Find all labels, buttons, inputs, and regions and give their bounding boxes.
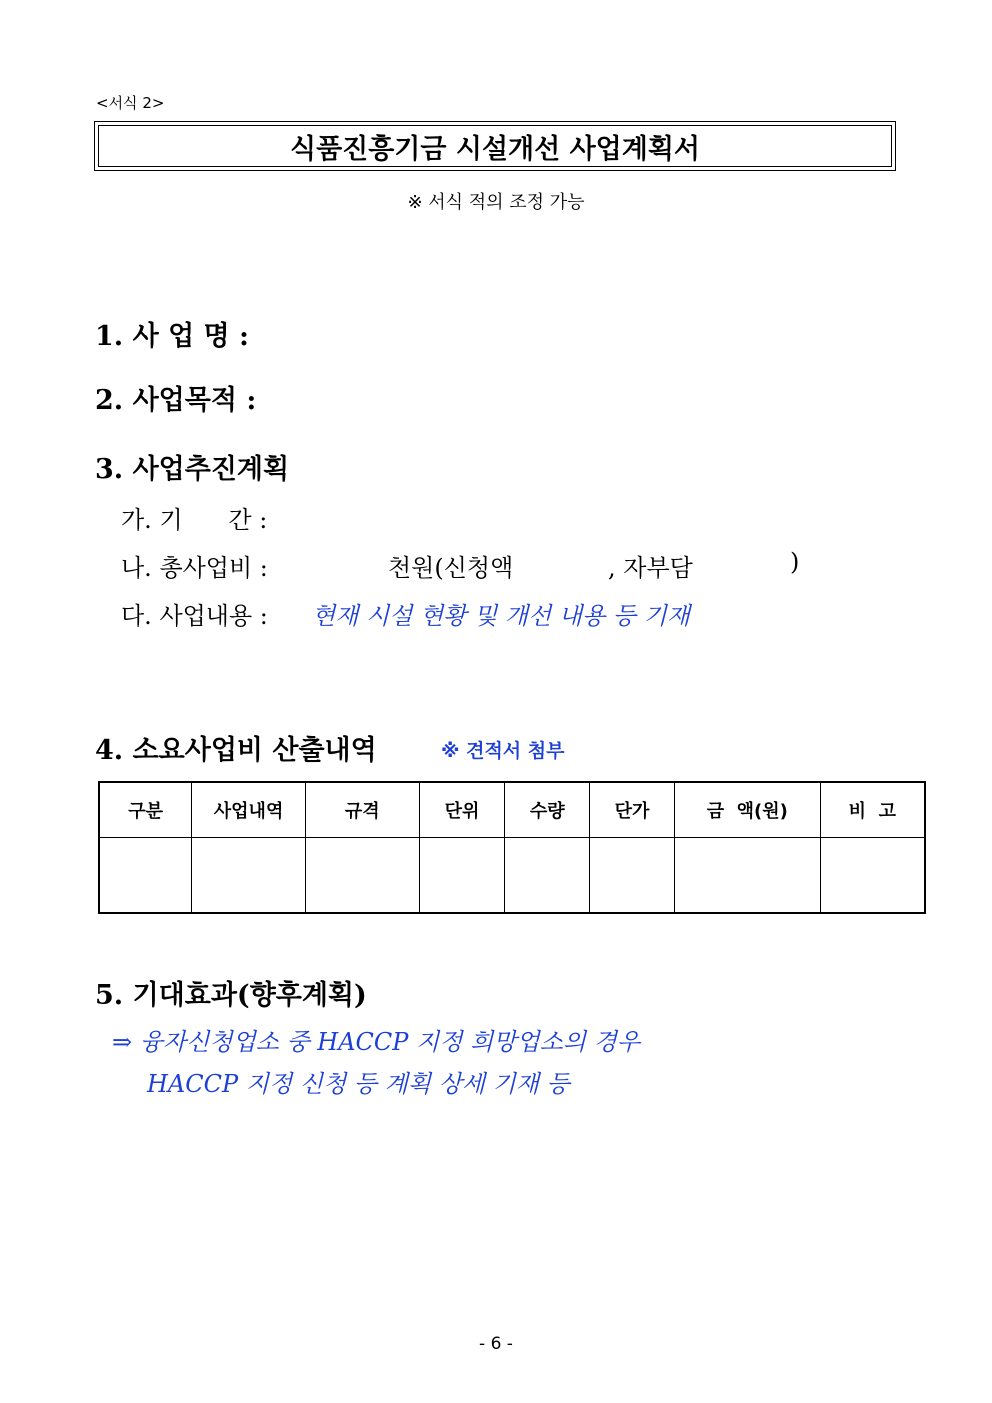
table-header-cell: 구분 [99, 782, 192, 838]
table-header-cell: 단위 [419, 782, 505, 838]
table-cell[interactable] [674, 838, 820, 914]
budget-self: , 자부담 [608, 554, 693, 582]
adjustment-note: ※ 서식 적의 조정 가능 [407, 192, 585, 213]
table-header-cell: 수량 [505, 782, 590, 838]
table-row [99, 838, 925, 914]
budget-close: ) [790, 548, 800, 576]
table-cell[interactable] [192, 838, 306, 914]
section1-heading: 1. 사 업 명 : [95, 321, 249, 352]
table-cell[interactable] [590, 838, 675, 914]
attach-note: ※ 견적서 첨부 [441, 740, 565, 762]
effect-hint-line1: ⇒ 융자신청업소 중 HACCP 지정 희망업소의 경우 [112, 1028, 640, 1056]
table-cell[interactable] [820, 838, 925, 914]
table-header-cell: 사업내역 [192, 782, 306, 838]
budget-label: 나. 총사업비 : [121, 554, 268, 582]
table-cell[interactable] [419, 838, 505, 914]
table-header-cell: 단가 [590, 782, 675, 838]
section3-heading: 3. 사업추진계획 [95, 454, 290, 485]
table-header-cell: 비 고 [820, 782, 925, 838]
period-label: 가. 기 간 : [121, 506, 268, 534]
budget-unit: 천원(신청액 [388, 554, 514, 582]
table-cell[interactable] [99, 838, 192, 914]
effect-hint-line2: HACCP 지정 신청 등 계획 상세 기재 등 [147, 1070, 570, 1098]
table-header-cell: 규격 [305, 782, 419, 838]
document-title: 식품진흥기금 시설개선 사업계획서 [98, 125, 892, 167]
table-header-cell: 금 액(원) [674, 782, 820, 838]
section5-heading: 5. 기대효과(향후계획) [95, 980, 367, 1011]
table-cell[interactable] [305, 838, 419, 914]
form-label: <서식 2> [96, 94, 165, 112]
table-header-row [99, 782, 925, 838]
title-box [94, 121, 896, 171]
cost-table [98, 781, 926, 914]
section4-heading: 4. 소요사업비 산출내역 [95, 735, 377, 766]
page-number: - 6 - [479, 1334, 513, 1354]
content-label: 다. 사업내용 : [121, 602, 268, 630]
section2-heading: 2. 사업목적 : [95, 385, 257, 416]
table-cell[interactable] [505, 838, 590, 914]
content-hint: 현재 시설 현황 및 개선 내용 등 기재 [312, 602, 690, 630]
